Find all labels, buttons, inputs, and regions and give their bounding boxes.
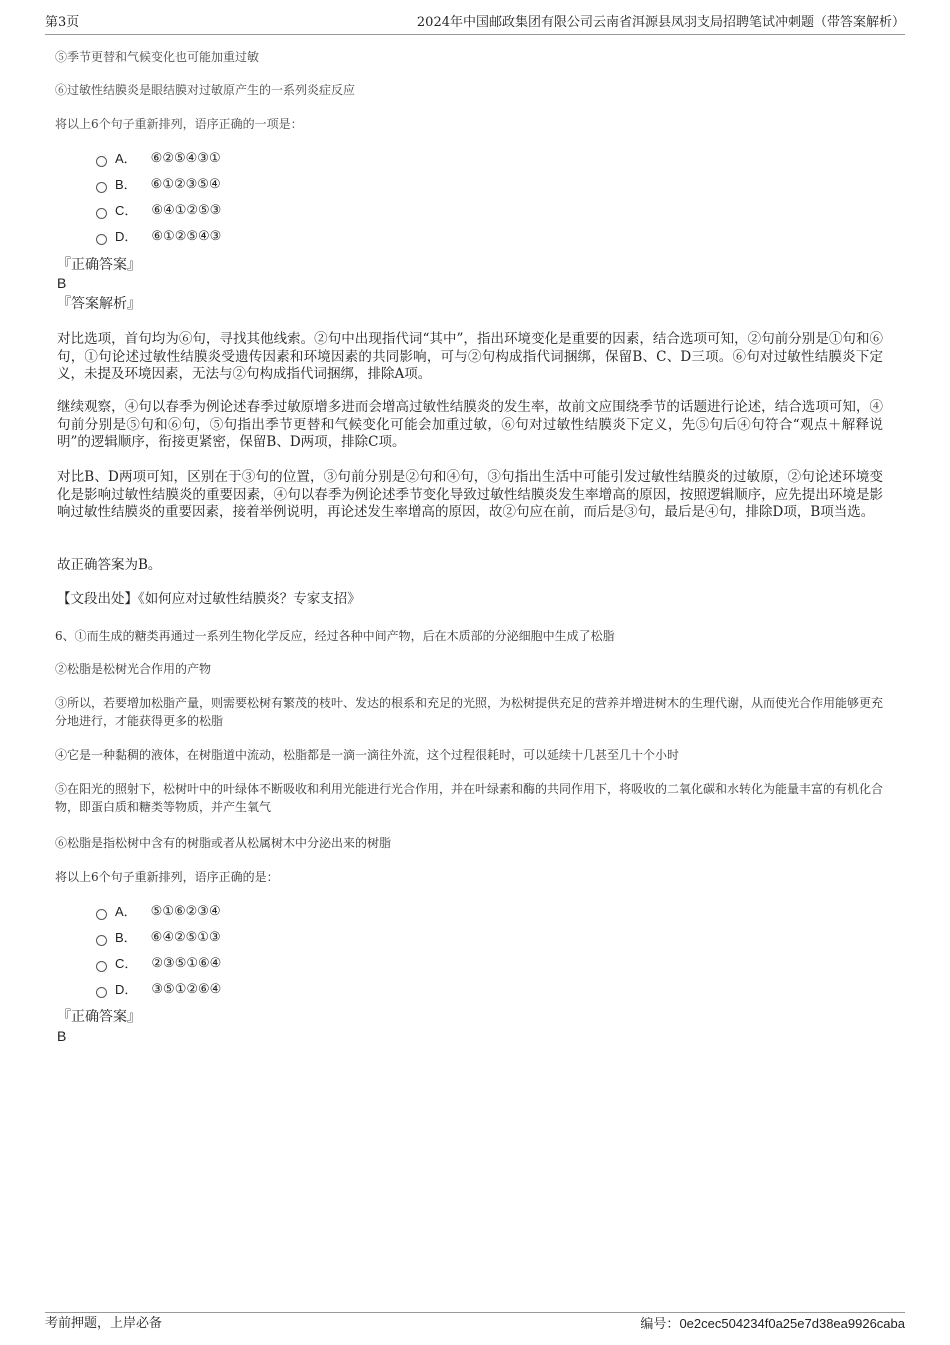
footer-slogan: 考前押题，上岸必备 bbox=[45, 1316, 163, 1331]
q5-analysis-conclusion: 故正确答案为B。 bbox=[57, 557, 162, 573]
radio-icon[interactable] bbox=[96, 182, 107, 193]
q5-analysis-paragraph-1: 对比选项，首句均为⑥句，寻找其他线索。②句中出现指代词“其中”，指出环境变化是重要的因素，结合选项可知，②句前分别是①句和⑥句，①句论述过敏性结膜炎受遗传因素和环境因素的共同影响，可与②句构成指代词捆绑，保留B、C、D三项。⑥句对过敏性结膜炎下定义，未提及环境因素，无法与②句构成指代词捆绑，排除A项。 bbox=[57, 331, 883, 382]
code-value: 0e2cec504234f0a25e7d38ea9926caba bbox=[679, 1316, 905, 1331]
option-text: ③⑤①②⑥④ bbox=[151, 982, 222, 997]
q6-option-d[interactable]: D． ③⑤①②⑥④ bbox=[96, 981, 221, 999]
option-text: ②③⑤①⑥④ bbox=[151, 956, 222, 971]
radio-icon[interactable] bbox=[96, 208, 107, 219]
radio-icon[interactable] bbox=[96, 909, 107, 920]
option-text: ⑤①⑥②③④ bbox=[150, 904, 221, 919]
page-header bbox=[45, 14, 905, 35]
q5-analysis-label: 『答案解析』 bbox=[57, 296, 141, 312]
radio-icon[interactable] bbox=[96, 961, 107, 972]
q5-sentence-6: ⑥过敏性结膜炎是眼结膜对过敏原产生的一系列炎症反应 bbox=[55, 83, 356, 97]
page-number: 第3页 bbox=[45, 15, 80, 30]
radio-icon[interactable] bbox=[96, 987, 107, 998]
q5-sentence-5: ⑤季节更替和气候变化也可能加重过敏 bbox=[55, 50, 260, 64]
q6-sentence-1: 6、①而生成的糖类再通过一系列生物化学反应，经过各种中间产物，后在木质部的分泌细胞中生成了松脂 bbox=[55, 629, 615, 643]
q6-option-b[interactable]: B． ⑥④②⑤①③ bbox=[96, 929, 221, 947]
q5-analysis-paragraph-3: 对比B、D两项可知，区别在于③句的位置，③句前分别是②句和④句，③句指出生活中可能引发过敏性结膜炎的过敏原，②句论述环境变化是影响过敏性结膜炎的重要因素，④句以春季为例论述季节变化导致过敏性结膜炎发生率增高的原因，按照逻辑顺序，应先提出环境是影响过敏性结膜炎的重要因素，接着举例说明，再论述发生率增高的原因，故②句应在前，而后是③句，最后是④句，排除D项，B项当选。 bbox=[57, 469, 883, 520]
option-text: ⑥①②③⑤④ bbox=[150, 177, 221, 192]
radio-icon[interactable] bbox=[96, 234, 107, 245]
q6-sentence-2: ②松脂是松树光合作用的产物 bbox=[55, 662, 212, 676]
q6-answer: B bbox=[57, 1028, 67, 1044]
q5-answer-label: 『正确答案』 bbox=[57, 257, 141, 273]
q6-option-a[interactable]: A． ⑤①⑥②③④ bbox=[96, 903, 221, 921]
q5-answer: B bbox=[57, 275, 67, 291]
q6-sentence-6: ⑥松脂是指松树中含有的树脂或者从松属树木中分泌出来的树脂 bbox=[55, 836, 392, 850]
option-text: ⑥②⑤④③① bbox=[150, 151, 221, 166]
document-code bbox=[640, 1315, 905, 1334]
q6-sentence-4: ④它是一种黏稠的液体，在树脂道中流动，松脂都是一滴一滴往外流，这个过程很耗时，可以延续十几甚至几十个小时 bbox=[55, 748, 680, 762]
q5-option-a[interactable]: A． ⑥②⑤④③① bbox=[96, 150, 221, 168]
q6-sentence-5: ⑤在阳光的照射下，松树叶中的叶绿体不断吸收和利用光能进行光合作用，并在叶绿素和酶的共同作用下，将吸收的二氧化碳和水转化为能量丰富的有机化合物，即蛋白质和糖类等物质，并产生氧气 bbox=[55, 782, 884, 814]
q5-source: 【文段出处】《如何应对过敏性结膜炎？专家支招》 bbox=[57, 591, 361, 607]
q6-sentence-3: ③所以，若要增加松脂产量，则需要松树有繁茂的枝叶、发达的根系和充足的光照，为松树提供充足的营养并增进树木的生理代谢，从而使光合作用能够更充分地进行，才能获得更多的松脂 bbox=[55, 696, 884, 728]
q6-option-c[interactable]: C． ②③⑤①⑥④ bbox=[96, 955, 221, 973]
radio-icon[interactable] bbox=[96, 935, 107, 946]
q6-answer-label: 『正确答案』 bbox=[57, 1009, 141, 1025]
q5-prompt: 将以上6个句子重新排列，语序正确的一项是： bbox=[55, 117, 303, 131]
q5-option-c[interactable]: C． ⑥④①②⑤③ bbox=[96, 202, 221, 220]
q5-option-d[interactable]: D． ⑥①②⑤④③ bbox=[96, 228, 221, 246]
page-footer bbox=[45, 1312, 905, 1335]
code-label: 编号： bbox=[640, 1317, 680, 1332]
option-text: ⑥④②⑤①③ bbox=[150, 930, 221, 945]
document-title: 2024年中国邮政集团有限公司云南省洱源县凤羽支局招聘笔试冲刺题（带答案解析） bbox=[416, 15, 905, 30]
q6-prompt: 将以上6个句子重新排列，语序正确的是： bbox=[55, 870, 279, 884]
q5-option-b[interactable]: B． ⑥①②③⑤④ bbox=[96, 176, 221, 194]
option-text: ⑥④①②⑤③ bbox=[151, 203, 222, 218]
radio-icon[interactable] bbox=[96, 156, 107, 167]
option-text: ⑥①②⑤④③ bbox=[151, 229, 222, 244]
q5-analysis-paragraph-2: 继续观察，④句以春季为例论述春季过敏原增多进而会增高过敏性结膜炎的发生率，故前文应围绕季节的话题进行论述，结合选项可知，④句前分别是⑤句和⑥句，⑤句指出季节更替和气候变化可能会加重过敏，⑥句对过敏性结膜炎下定义，先⑤句后④句符合“观点＋解释说明”的逻辑顺序，衔接更紧密，保留B、D两项，排除C项。 bbox=[57, 399, 883, 450]
